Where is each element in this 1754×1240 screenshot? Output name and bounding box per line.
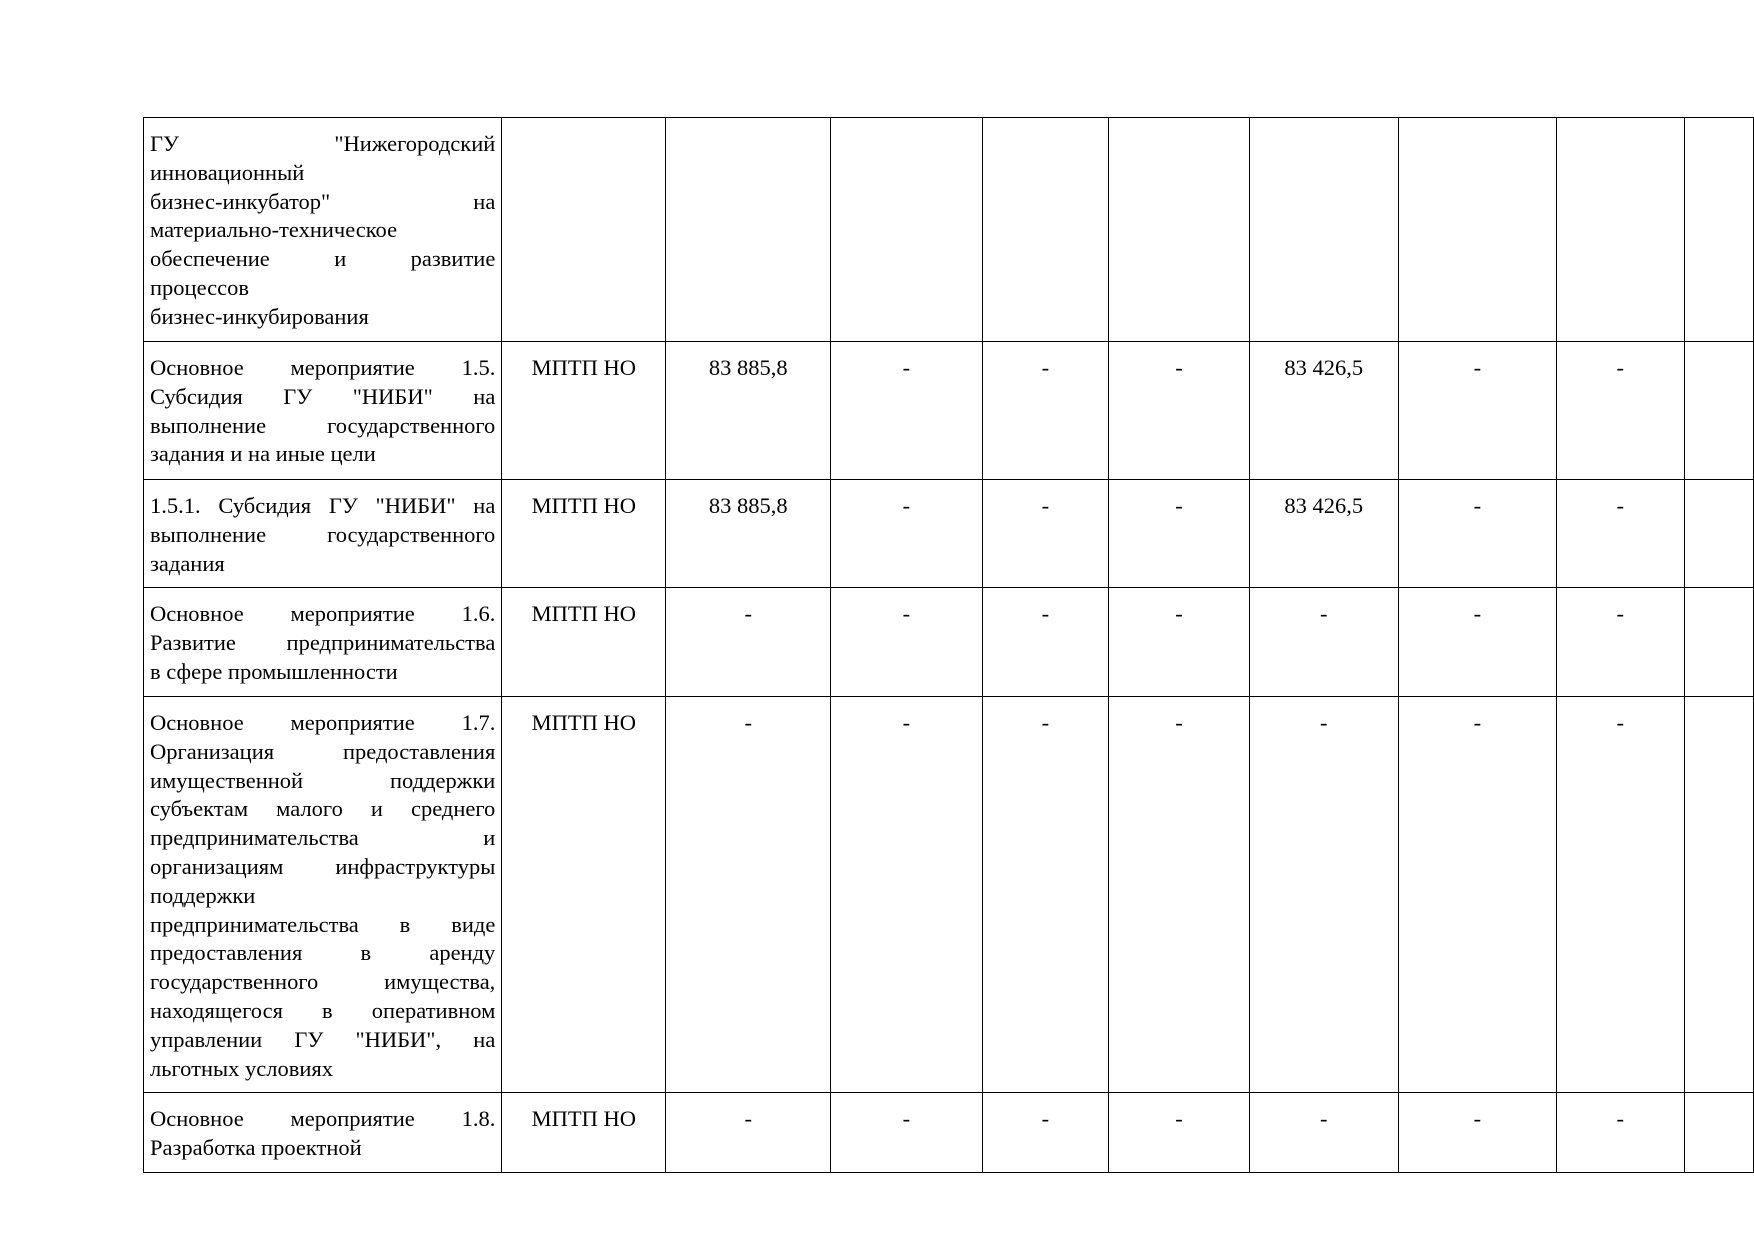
description-line: управлении ГУ "НИБИ", на [150, 1026, 496, 1052]
value-cell: - [982, 588, 1109, 697]
description-line: в сфере промышленности [150, 658, 398, 684]
value-cell: - [982, 697, 1109, 1093]
value-cell: - [831, 1093, 982, 1173]
value-cell: - [1109, 1093, 1250, 1173]
value-cell [1684, 480, 1753, 588]
value-cell: - [666, 697, 831, 1093]
value-cell: - [831, 480, 982, 588]
value-cell: - [982, 342, 1109, 480]
table-row [144, 697, 1754, 1093]
value-cell: - [1109, 342, 1250, 480]
activity-description-cell [144, 588, 502, 697]
executor-cell: МПТП НО [502, 588, 666, 697]
description-line: Разработка проектной [150, 1134, 362, 1160]
table-row [144, 480, 1754, 588]
value-cell: - [1249, 1093, 1398, 1173]
table-row [144, 342, 1754, 480]
executor-cell: МПТП НО [502, 1093, 666, 1173]
description-line: ГУ "Нижегородский [150, 131, 496, 156]
value-cell: - [1109, 480, 1250, 588]
description-line: предоставления в аренду [150, 940, 496, 966]
executor-cell [502, 118, 666, 342]
value-cell [1684, 342, 1753, 480]
value-cell [666, 118, 831, 342]
value-cell: - [831, 342, 982, 480]
value-cell: - [1398, 697, 1556, 1093]
value-cell [1684, 1093, 1753, 1173]
value-cell: - [1109, 588, 1250, 697]
description-line: Субсидия ГУ "НИБИ" на [150, 383, 496, 409]
description-line: субъектам малого и среднего [150, 796, 496, 822]
activity-description-cell [144, 697, 502, 1093]
value-cell: 83 885,8 [666, 480, 831, 588]
description-line: бизнес-инкубатор" на [150, 188, 496, 214]
table-body [144, 118, 1754, 1173]
description-line: организациям инфраструктуры [150, 853, 496, 879]
value-cell [1684, 118, 1753, 342]
table-row [144, 1093, 1754, 1173]
value-cell: 83 885,8 [666, 342, 831, 480]
value-cell: - [1249, 588, 1398, 697]
value-cell: - [1556, 1093, 1684, 1173]
table-row [144, 588, 1754, 697]
description-line: выполнение государственного [150, 521, 496, 547]
value-cell [982, 118, 1109, 342]
value-cell: - [831, 697, 982, 1093]
value-cell: 83 426,5 [1249, 480, 1398, 588]
table-row [144, 118, 1754, 342]
description-line: Основное мероприятие 1.6. [150, 601, 496, 626]
description-line: бизнес-инкубирования [150, 303, 369, 329]
value-cell: - [1556, 588, 1684, 697]
value-cell: 83 426,5 [1249, 342, 1398, 480]
activity-description-cell [144, 118, 502, 342]
description-line: Развитие предпринимательства [150, 629, 496, 655]
description-line: обеспечение и развитие [150, 246, 496, 272]
description-line: инновационный [150, 159, 305, 185]
executor-cell: МПТП НО [502, 697, 666, 1093]
description-line: имущественной поддержки [150, 767, 496, 793]
value-cell [1684, 588, 1753, 697]
value-cell: - [1398, 1093, 1556, 1173]
description-line: поддержки [150, 882, 256, 908]
value-cell: - [1556, 480, 1684, 588]
executor-cell: МПТП НО [502, 342, 666, 480]
description-line: 1.5.1. Субсидия ГУ "НИБИ" на [150, 493, 496, 518]
value-cell [1109, 118, 1250, 342]
value-cell [1684, 697, 1753, 1093]
description-line: находящегося в оперативном [150, 997, 496, 1023]
description-line: Основное мероприятие 1.7. [150, 710, 496, 735]
value-cell: - [1109, 697, 1250, 1093]
description-line: Основное мероприятие 1.8. [150, 1106, 496, 1131]
description-line: задания и на иные цели [150, 441, 376, 467]
description-line: предпринимательства в виде [150, 911, 496, 937]
value-cell: - [1556, 697, 1684, 1093]
value-cell [831, 118, 982, 342]
description-line: задания [150, 550, 225, 576]
value-cell: - [982, 480, 1109, 588]
value-cell [1398, 118, 1556, 342]
budget-table [143, 117, 1754, 1173]
description-line: предпринимательства и [150, 825, 496, 851]
description-line: Организация предоставления [150, 738, 496, 764]
description-line: государственного имущества, [150, 969, 496, 995]
value-cell: - [982, 1093, 1109, 1173]
description-line: выполнение государственного [150, 412, 496, 438]
value-cell [1556, 118, 1684, 342]
value-cell [1249, 118, 1398, 342]
description-line: процессов [150, 274, 249, 300]
value-cell: - [666, 1093, 831, 1173]
value-cell: - [1556, 342, 1684, 480]
activity-description-cell [144, 342, 502, 480]
value-cell: - [1398, 342, 1556, 480]
value-cell: - [1249, 697, 1398, 1093]
value-cell: - [831, 588, 982, 697]
value-cell: - [1398, 588, 1556, 697]
activity-description-cell [144, 1093, 502, 1173]
description-line: материально-техническое [150, 217, 398, 243]
activity-description-cell [144, 480, 502, 588]
executor-cell: МПТП НО [502, 480, 666, 588]
description-line: льготных условиях [150, 1055, 333, 1081]
description-line: Основное мероприятие 1.5. [150, 355, 496, 380]
value-cell: - [666, 588, 831, 697]
value-cell: - [1398, 480, 1556, 588]
